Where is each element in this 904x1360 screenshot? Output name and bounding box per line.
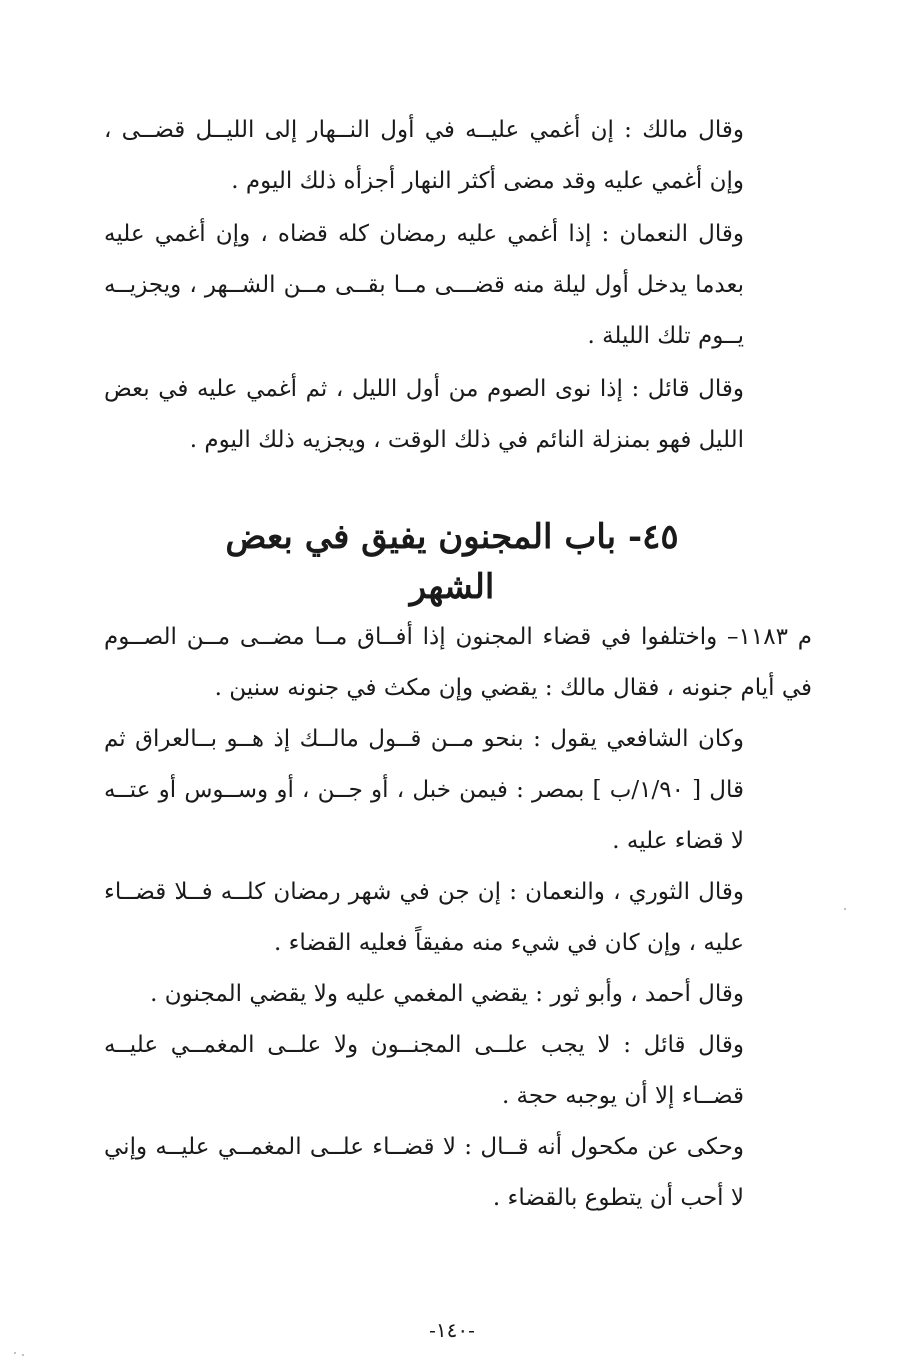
paragraph-malik: وقال مالك : إن أغمي عليــه في أول النــهار إلى الليــل قضــى ، وإن أغمي عليه وقد مضى أكثر النهار أجزأه ذلك اليوم . <box>104 117 744 194</box>
entry-paragraph-3: وقال الثوري ، والنعمان : إن جن في شهر رمضان كلــه فــلا قضــاء عليه ، وإن كان في شيء منه مفيقاً فعليه القضاء . <box>104 879 744 956</box>
entry-paragraph-5: وقال قائل : لا يجب علــى المجنــون ولا علــى المغمــي عليــه قضــاء إلا أن يوجبه حجة . <box>104 1032 744 1109</box>
entry-paragraph-6: وحكى عن مكحول أنه قــال : لا قضــاء علــى المغمــي عليــه وإني لا أحب أن يتطوع بالقضاء . <box>104 1134 744 1211</box>
entry-number: م ١١٨٣– <box>727 624 812 650</box>
page-number: -١٤٠- <box>429 1318 475 1342</box>
paragraph-numan: وقال النعمان : إذا أغمي عليه رمضان كله قضاه ، وإن أغمي عليه بعدما يدخل أول ليلة منه قضـــى مــا بقــى مــن الشــهر ، ويجزيــه يــوم تلك الليلة . <box>104 221 744 349</box>
top-text-block <box>104 105 744 466</box>
entry-paragraph-4: وقال أحمد ، وأبو ثور : يقضي المغمي عليه ولا يقضي المجنون . <box>150 981 744 1007</box>
scan-speck <box>22 1354 24 1356</box>
scan-speck <box>844 908 846 910</box>
entry-paragraph-2: وكان الشافعي يقول : بنحو مــن قــول مالــك إذ هــو بــالعراق ثم قال [ ١/٩٠/ب ] بمصر : فيمن خبل ، أو جــن ، أو وســوس أو عتــه لا قضاء عليه . <box>104 726 744 854</box>
entry-paragraph-1 <box>104 612 812 714</box>
paragraph-qail: وقال قائل : إذا نوى الصوم من أول الليل ، ثم أغمي عليه في بعض الليل فهو بمنزلة النائم في ذلك الوقت ، ويجزيه ذلك اليوم . <box>104 376 744 453</box>
entry-block <box>104 612 812 1224</box>
entry-paragraph-1-text: واختلفوا في قضاء المجنون إذا أفــاق مــا مضــى مــن الصــوم في أيام جنونه ، فقال مالك : يقضي وإن مكث في جنونه سنين . <box>104 624 812 701</box>
scan-speck <box>14 1352 16 1354</box>
chapter-heading: ٤٥- باب المجنون يفيق في بعض الشهر <box>225 517 679 607</box>
